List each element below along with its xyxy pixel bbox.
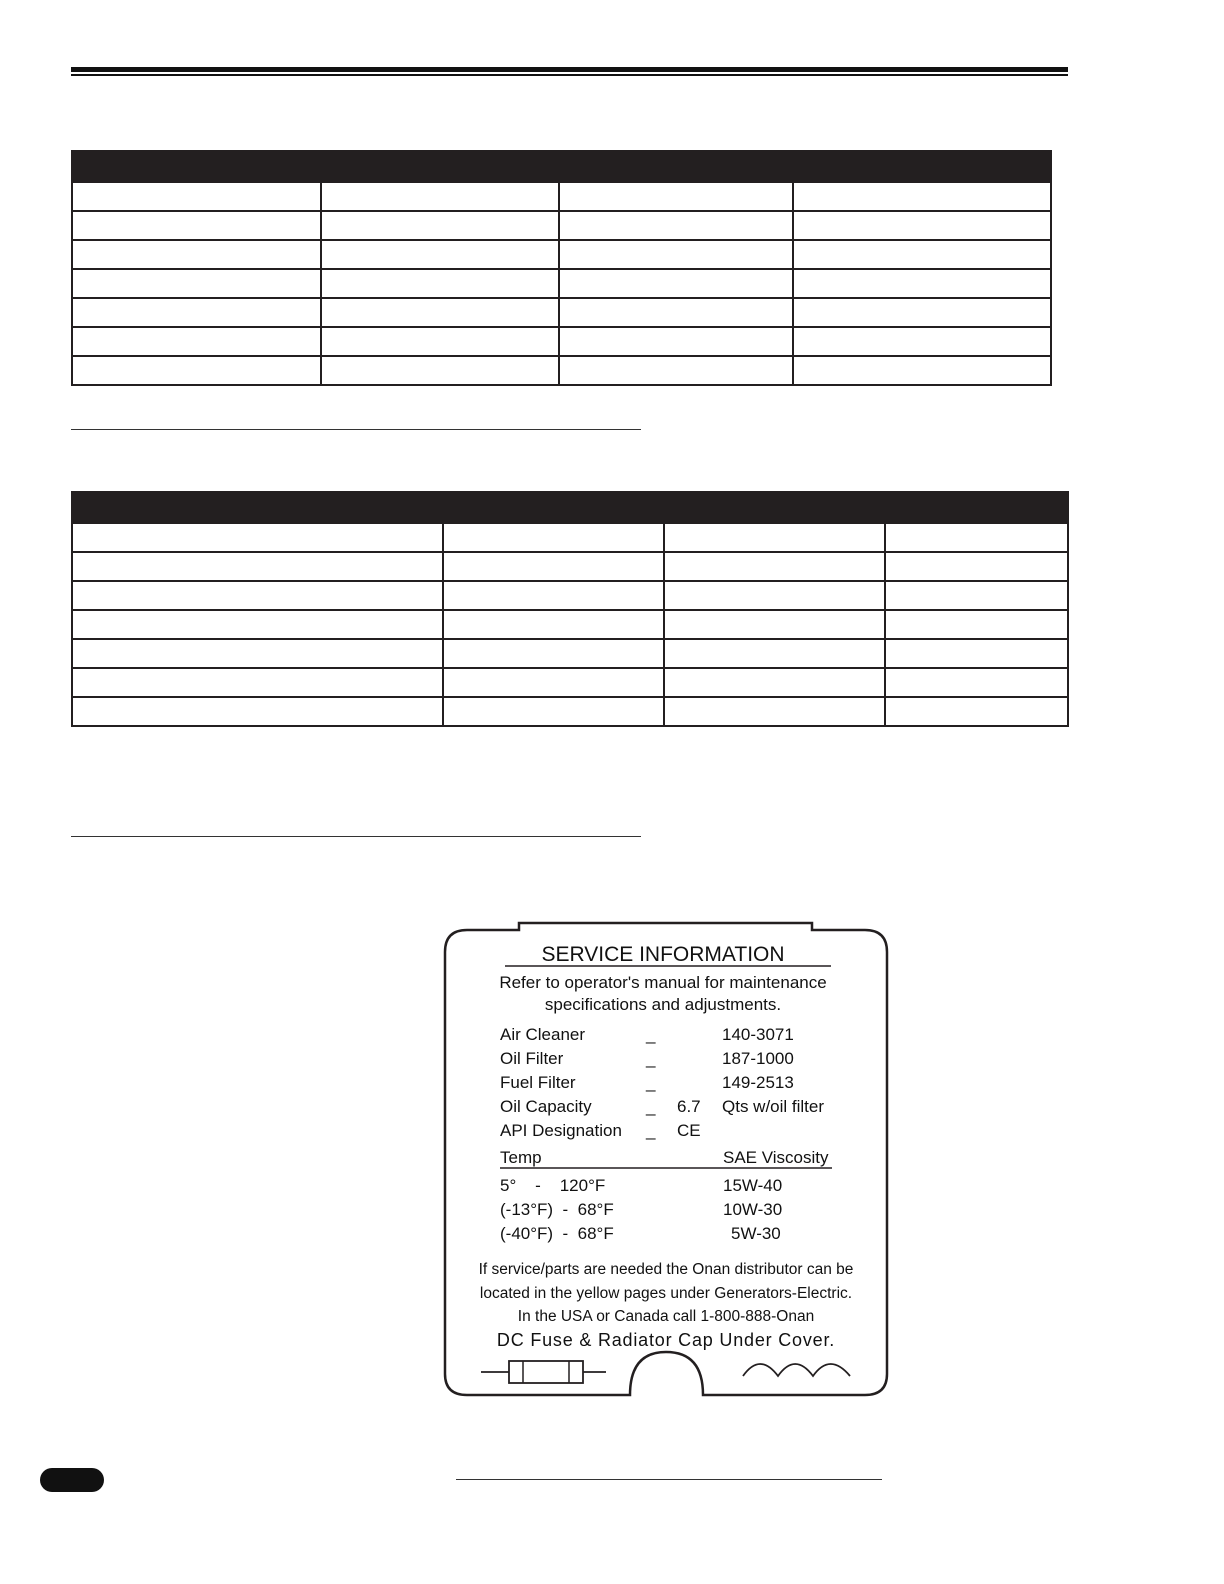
footer-line-1: If service/parts are needed the Onan distributor can be — [478, 1261, 854, 1278]
part-dash: _ — [646, 1097, 656, 1116]
intro-line-2: specifications and adjustments. — [544, 995, 782, 1014]
part-number: 140-3071 — [722, 1025, 794, 1044]
temp-range: 5° - 120°F — [500, 1176, 606, 1195]
part-value: 6.7 — [677, 1097, 701, 1116]
part-name: Oil Filter — [500, 1049, 564, 1068]
viscosity-header: SAE Viscosity — [723, 1148, 829, 1167]
part-dash: _ — [646, 1049, 656, 1068]
part-name: Fuel Filter — [500, 1073, 576, 1092]
cover-note: DC Fuse & Radiator Cap Under Cover. — [496, 1330, 836, 1350]
part-name: Oil Capacity — [500, 1097, 592, 1116]
temp-header: Temp — [500, 1148, 542, 1167]
page-number-tab — [40, 1468, 104, 1492]
part-dash: _ — [646, 1073, 656, 1092]
temp-range: (-13°F) - 68°F — [500, 1200, 614, 1219]
intro-line-1: Refer to operator's manual for maintenance — [499, 973, 827, 992]
part-name: API Designation — [500, 1121, 622, 1140]
part-number: 149-2513 — [722, 1073, 794, 1092]
part-number: 187-1000 — [722, 1049, 794, 1068]
temp-range: (-40°F) - 68°F — [500, 1224, 614, 1243]
part-dash: _ — [646, 1121, 656, 1140]
part-value: CE — [677, 1121, 701, 1140]
part-number: Qts w/oil filter — [722, 1097, 825, 1116]
viscosity-grade: 10W-30 — [723, 1200, 783, 1219]
part-dash: _ — [646, 1025, 656, 1044]
viscosity-grade: 5W-30 — [731, 1224, 781, 1243]
footer-line-2: located in the yellow pages under Generators-Electric. — [479, 1285, 853, 1302]
part-name: Air Cleaner — [500, 1025, 586, 1044]
footer-line-3: In the USA or Canada call 1-800-888-Onan — [517, 1308, 815, 1325]
footer-rule — [456, 1479, 882, 1480]
viscosity-grade: 15W-40 — [723, 1176, 783, 1195]
label-title: SERVICE INFORMATION — [541, 943, 785, 966]
